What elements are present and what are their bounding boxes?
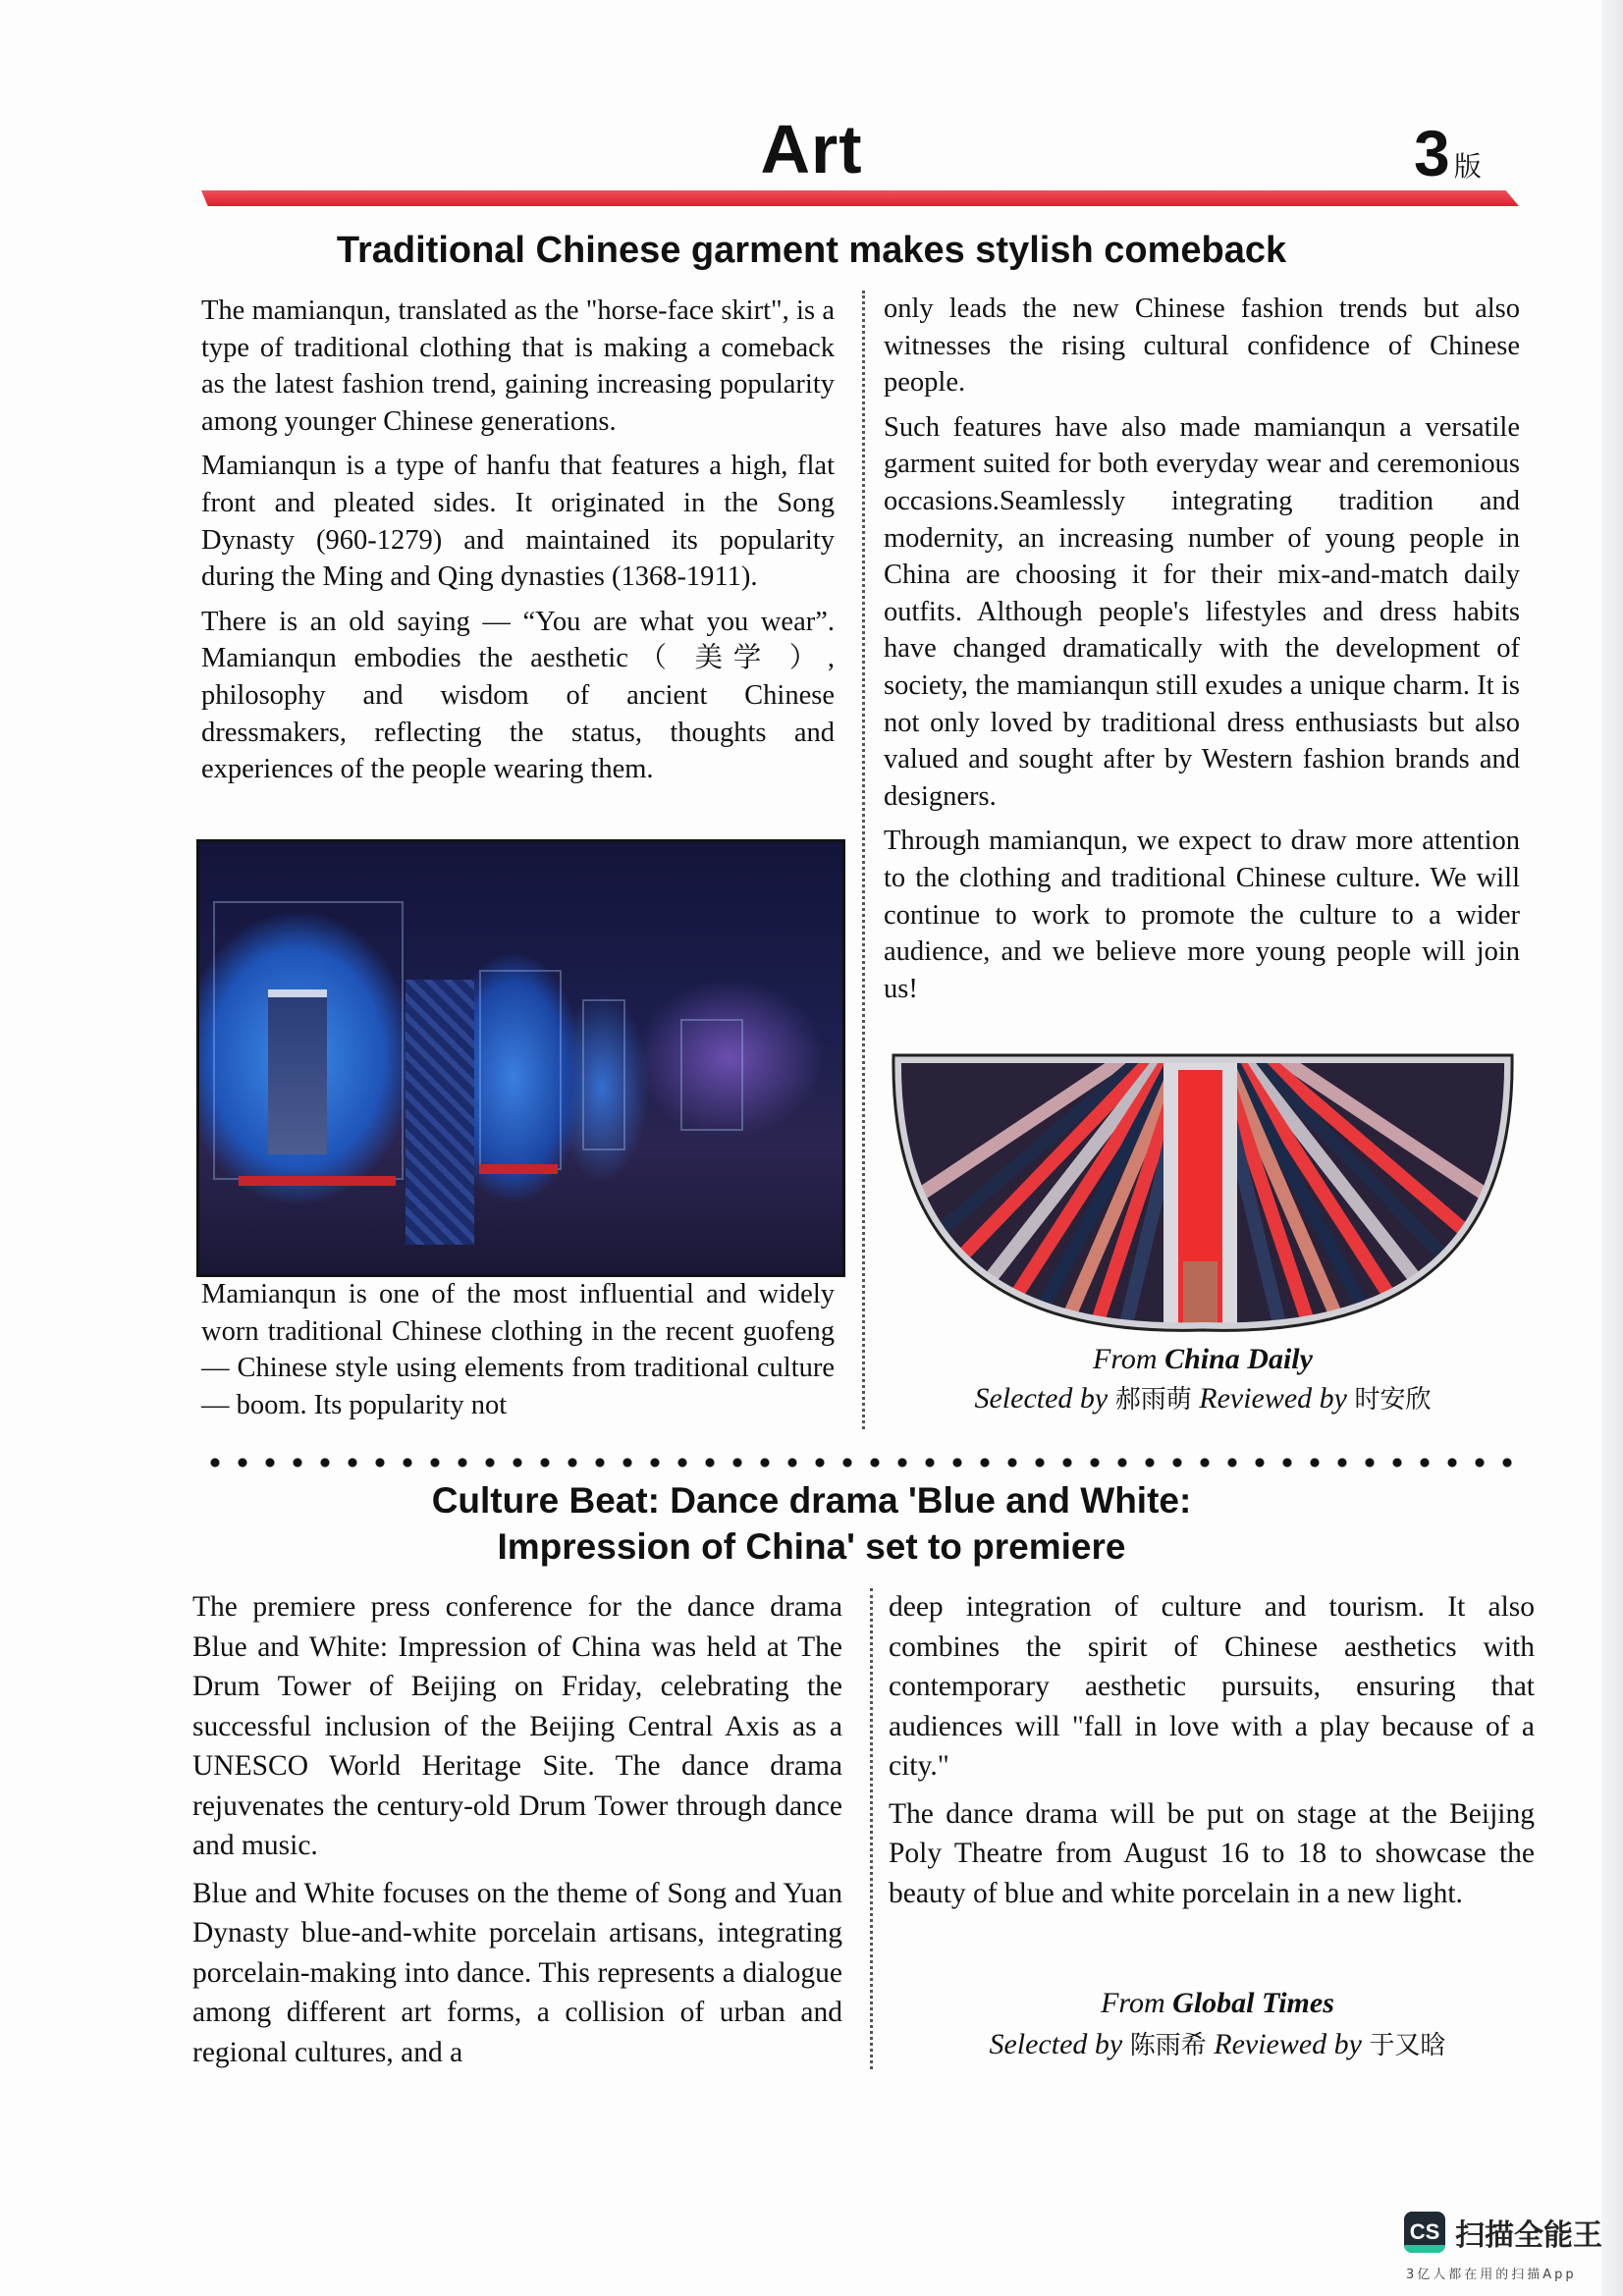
- article2-source-line: [898, 1983, 1537, 2024]
- article1-paragraph: Through mamianqun, we expect to draw more attention to the clothing and traditional Chinese culture. We will continue to work to promote the culture to a wider audience, and we believe more young people will join us!: [884, 826, 1520, 1004]
- article1-credit: [889, 1340, 1517, 1419]
- from-label: From: [1101, 1987, 1173, 2019]
- article1-paragraph: only leads the new Chinese fashion trends but also witnesses the rising cultural confidence of Chinese people.: [884, 294, 1520, 399]
- scan-page-edge: [1601, 0, 1623, 2296]
- source-name: China Daily: [1164, 1343, 1313, 1375]
- article2-headline-line1: Culture Beat: Dance drama 'Blue and White:: [431, 1480, 1192, 1521]
- patterned-panel: [406, 980, 474, 1245]
- article1-source-line: [889, 1340, 1517, 1379]
- dotted-separator: [201, 1453, 1522, 1472]
- article1-paragraph: Mamianqun is a type of hanfu that features a high, flat front and pleated sides. It originated in the Song Dynasty (960-1279) and maintained its popularity during the Ming and Qing dynasties (1368-1911).: [201, 451, 835, 593]
- selected-by-name: 陈雨希: [1129, 2031, 1207, 2060]
- article2-right-column: [889, 1587, 1535, 1921]
- reviewed-by-name: 时安欣: [1354, 1385, 1432, 1415]
- camscanner-logo-icon: CS: [1404, 2212, 1445, 2253]
- article1-paragraph: Mamianqun is one of the most influential and widely worn traditional Chinese clothing in the recent guofeng — Chinese style using elements from traditional culture — boom. Its popularity not: [201, 1279, 835, 1420]
- reviewed-label: Reviewed by: [1191, 1382, 1355, 1415]
- from-label: From: [1093, 1343, 1165, 1375]
- reviewed-by-name: 于又晗: [1369, 2031, 1446, 2060]
- article2-left-column: [192, 1587, 842, 2080]
- mamianqun-skirt-photo: [889, 1045, 1517, 1340]
- article2-paragraph: Blue and White focuses on the theme of Song and Yuan Dynasty blue-and-white porcelain artisans, integrating porcelain-making into dance. This represents a dialogue among different art forms, a collision of urban and regional cultures, and a: [192, 1877, 842, 2068]
- page-number-value: 3: [1414, 117, 1450, 189]
- article1-left-column: [201, 293, 835, 796]
- article1-paragraph: Such features have also made mamianqun a versatile garment suited for both everyday wear and ceremonious occasions.Seamlessly integrating tradition and modernity, an increasing number of young people in China are choosing it for their mix-and-match daily outfits. Although people's lifestyles and dress habits have changed dramatically with the development of society, the mamianqun still exudes a unique charm. It is not only loved by traditional dress enthusiasts but also valued and sought after by Western fashion brands and designers.: [884, 411, 1520, 812]
- column-divider: [870, 1588, 873, 2069]
- article2-credit: [898, 1983, 1537, 2066]
- reviewed-label: Reviewed by: [1206, 2028, 1370, 2060]
- article1-paragraph: The mamianqun, translated as the "horse-face skirt", is a type of traditional clothing that is making a comeback as the latest fashion trend, gaining increasing popularity among younger Chinese generations.: [201, 295, 835, 437]
- article1-selected-reviewed-line: [889, 1379, 1517, 1419]
- header-red-rule: [201, 190, 1519, 206]
- section-title: Art: [760, 111, 863, 187]
- article2-headline-line2: Impression of China' set to premiere: [497, 1526, 1126, 1567]
- selected-label: Selected by: [989, 2028, 1130, 2060]
- article1-right-column: [884, 291, 1520, 1015]
- article2-paragraph: deep integration of culture and tourism. It also combines the spirit of Chinese aesthetics with contemporary aesthetic pursuits, ensuring that audiences will "fall in love with a play because of a city.": [889, 1591, 1535, 1782]
- column-divider: [862, 291, 865, 1429]
- skirt-illustration: [889, 1045, 1517, 1340]
- hanging-garment: [268, 989, 327, 1154]
- camscanner-app-name: 扫描全能王: [1455, 2218, 1602, 2253]
- selected-label: Selected by: [974, 1382, 1115, 1415]
- display-case: [479, 970, 562, 1170]
- page-number-suffix: 版: [1453, 151, 1482, 182]
- selected-by-name: 郝雨萌: [1114, 1385, 1192, 1415]
- display-case: [680, 1019, 743, 1131]
- article2-paragraph: The premiere press conference for the dance drama Blue and White: Impression of China was held at The Drum Tower of Beijing on Friday, celebrating the successful inclusion of the Beijing Central Axis as a UNESCO World Heritage Site. The dance drama rejuvenates the century-old Drum Tower through dance and music.: [192, 1591, 842, 1861]
- display-case: [582, 999, 625, 1150]
- article1-paragraph: There is an old saying — “You are what you wear”. Mamianqun embodies the aesthetic（ 美学 ）, philosophy and wisdom of ancient Chinese dressmakers, reflecting the status, thoughts and experiences of the people wearing them.: [201, 606, 835, 785]
- article2-paragraph: The dance drama will be put on stage at the Beijing Poly Theatre from August 16 to 18 to showcase the beauty of blue and white porcelain in a new light.: [889, 1797, 1535, 1909]
- camscanner-tagline: 3亿人都在用的扫描App: [1406, 2268, 1577, 2282]
- display-case-base: [479, 1164, 558, 1174]
- article2-selected-reviewed-line: [898, 2024, 1537, 2066]
- article1-headline: Traditional Chinese garment makes stylish comeback: [336, 230, 1287, 271]
- camscanner-watermark: [1404, 2211, 1602, 2254]
- source-name: Global Times: [1172, 1987, 1334, 2019]
- article1-left-column-continued: [201, 1276, 835, 1431]
- museum-gallery-photo: [196, 839, 845, 1277]
- display-case-base: [239, 1176, 396, 1186]
- page-number: [1414, 116, 1482, 190]
